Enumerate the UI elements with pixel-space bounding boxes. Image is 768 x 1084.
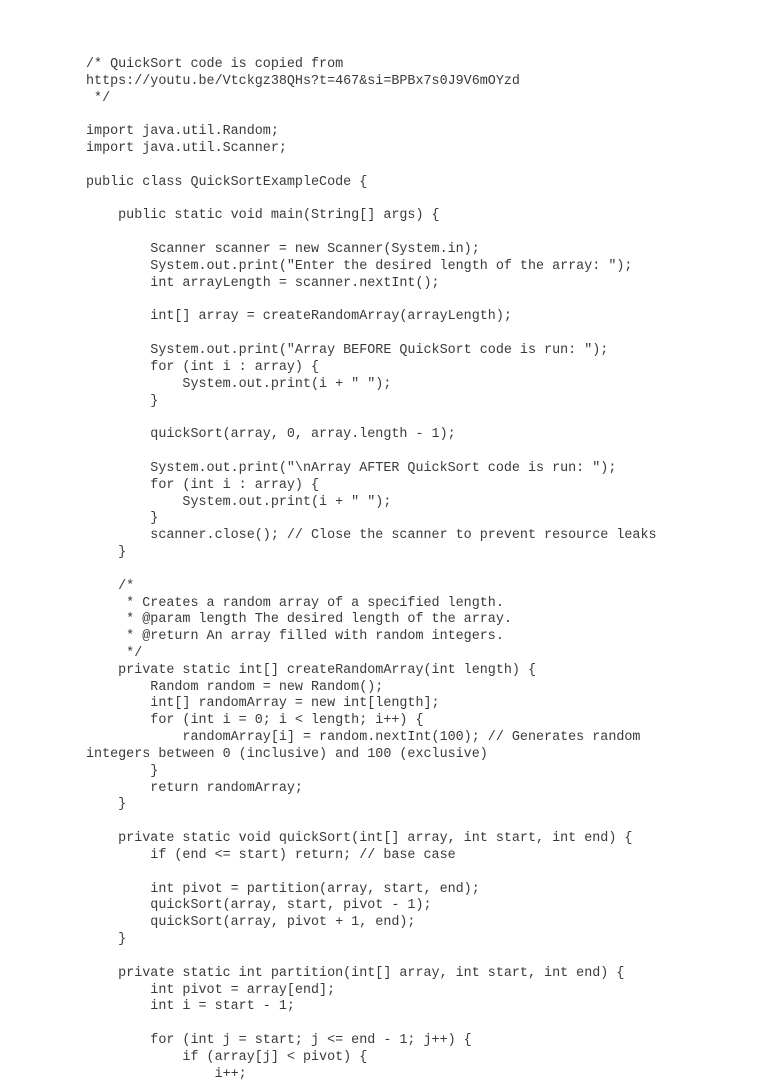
code-line: private static int partition(int[] array, int start, int end) {	[86, 965, 625, 981]
code-listing	[86, 57, 686, 1084]
code-line: int pivot = partition(array, start, end);	[86, 881, 480, 897]
code-line: int[] array = createRandomArray(arrayLength);	[86, 309, 512, 325]
code-line: import java.util.Random;	[86, 124, 279, 140]
code-line: System.out.print("\nArray AFTER QuickSort code is run: ");	[86, 460, 617, 476]
code-line: public class QuickSortExampleCode {	[86, 174, 368, 190]
code-line	[86, 444, 686, 461]
code-line: System.out.print(i + " ");	[86, 494, 392, 510]
code-line	[86, 293, 686, 310]
code-line: for (int i : array) {	[86, 477, 320, 493]
code-line: System.out.print(i + " ");	[86, 376, 392, 392]
code-line: quickSort(array, 0, array.length - 1);	[86, 427, 456, 443]
code-line: private static int[] createRandomArray(int length) {	[86, 662, 536, 678]
code-line: }	[86, 545, 127, 561]
code-line: }	[86, 932, 127, 948]
code-line: return randomArray;	[86, 780, 303, 796]
code-line: }	[86, 511, 159, 527]
code-line: System.out.print("Enter the desired length of the array: ");	[86, 258, 633, 274]
code-line	[86, 107, 686, 124]
code-line: if (end <= start) return; // base case	[86, 847, 456, 863]
code-line: for (int i = 0; i < length; i++) {	[86, 713, 424, 729]
code-line	[86, 225, 686, 242]
code-line: for (int i : array) {	[86, 359, 320, 375]
code-line: scanner.close(); // Close the scanner to prevent resource leaks	[86, 528, 657, 544]
code-line: Scanner scanner = new Scanner(System.in);	[86, 242, 480, 258]
code-line: */	[86, 90, 111, 106]
code-line: }	[86, 763, 159, 779]
code-line: public static void main(String[] args) {	[86, 208, 440, 224]
code-line: int arrayLength = scanner.nextInt();	[86, 275, 440, 291]
code-line: i++;	[86, 1066, 247, 1082]
code-line: }	[86, 393, 159, 409]
code-line: */	[86, 645, 143, 661]
code-line: for (int j = start; j <= end - 1; j++) {	[86, 1033, 472, 1049]
code-line	[86, 1016, 686, 1033]
code-line: Random random = new Random();	[86, 679, 384, 695]
code-line: /*	[86, 578, 135, 594]
code-line	[86, 192, 686, 209]
code-line	[86, 814, 686, 831]
code-line	[86, 158, 686, 175]
code-line: if (array[j] < pivot) {	[86, 1049, 368, 1065]
code-line: System.out.print("Array BEFORE QuickSort code is run: ");	[86, 343, 609, 359]
code-line: private static void quickSort(int[] array, int start, int end) {	[86, 831, 633, 847]
code-line: import java.util.Scanner;	[86, 141, 287, 157]
code-line: quickSort(array, pivot + 1, end);	[86, 915, 416, 931]
code-line	[86, 326, 686, 343]
code-line: quickSort(array, start, pivot - 1);	[86, 898, 432, 914]
code-line: * @return An array filled with random integers.	[86, 629, 504, 645]
code-line: int pivot = array[end];	[86, 982, 336, 998]
code-line: /* QuickSort code is copied from	[86, 57, 344, 72]
code-line: randomArray[i] = random.nextInt(100); // Generates random	[86, 730, 641, 746]
code-line: }	[86, 797, 127, 813]
code-line: int[] randomArray = new int[length];	[86, 696, 440, 712]
code-line: int i = start - 1;	[86, 999, 295, 1015]
code-line	[86, 949, 686, 966]
code-line: integers between 0 (inclusive) and 100 (exclusive)	[86, 746, 488, 762]
code-line: * Creates a random array of a specified length.	[86, 595, 504, 611]
code-line: * @param length The desired length of the array.	[86, 612, 512, 628]
code-line	[86, 410, 686, 427]
code-line	[86, 865, 686, 882]
code-line	[86, 562, 686, 579]
code-line: https://youtu.be/Vtckgz38QHs?t=467&si=BPBx7s0J9V6mOYzd	[86, 73, 520, 89]
